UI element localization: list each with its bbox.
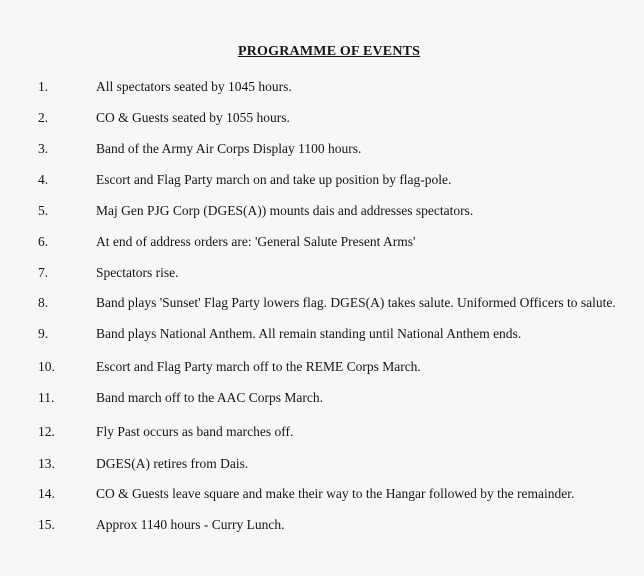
item-text: Maj Gen PJG Corp (DGES(A)) mounts dais and addresses spectators. bbox=[96, 203, 474, 218]
item-number: 4. bbox=[38, 172, 49, 187]
list-item bbox=[0, 203, 644, 223]
item-number: 9. bbox=[38, 326, 49, 341]
item-text: Approx 1140 hours - Curry Lunch. bbox=[96, 517, 285, 532]
item-text: Escort and Flag Party march off to the REME Corps March. bbox=[96, 359, 421, 374]
item-number: 11. bbox=[38, 390, 55, 405]
item-number: 5. bbox=[38, 203, 49, 218]
item-text: Spectators rise. bbox=[96, 265, 179, 280]
list-item bbox=[0, 234, 644, 254]
list-item bbox=[0, 424, 644, 444]
item-number: 12. bbox=[38, 424, 55, 439]
item-text: DGES(A) retires from Dais. bbox=[96, 456, 249, 471]
item-text: Band march off to the AAC Corps March. bbox=[96, 390, 323, 405]
list-item bbox=[0, 265, 644, 285]
item-number: 14. bbox=[38, 486, 55, 501]
list-item bbox=[0, 295, 644, 315]
list-item bbox=[0, 79, 644, 99]
document-title: PROGRAMME OF EVENTS bbox=[238, 44, 421, 59]
item-text: Fly Past occurs as band marches off. bbox=[96, 424, 294, 439]
item-text: CO & Guests leave square and make their way to the Hangar followed by the remainder. bbox=[96, 486, 575, 501]
list-item bbox=[0, 456, 644, 476]
list-item bbox=[0, 110, 644, 130]
item-number: 13. bbox=[38, 456, 55, 471]
list-item bbox=[0, 390, 644, 410]
item-text: CO & Guests seated by 1055 hours. bbox=[96, 110, 290, 125]
item-number: 15. bbox=[38, 517, 55, 532]
list-item bbox=[0, 141, 644, 161]
item-number: 3. bbox=[38, 141, 49, 156]
item-text: Escort and Flag Party march on and take up position by flag-pole. bbox=[96, 172, 452, 187]
item-text: Band of the Army Air Corps Display 1100 hours. bbox=[96, 141, 362, 156]
list-item bbox=[0, 486, 644, 506]
list-item bbox=[0, 326, 644, 346]
item-text: At end of address orders are: 'General Salute Present Arms' bbox=[96, 234, 416, 249]
list-item bbox=[0, 517, 644, 537]
item-number: 10. bbox=[38, 359, 55, 374]
item-text: Band plays 'Sunset' Flag Party lowers flag. DGES(A) takes salute. Uniformed Officers to salute. bbox=[96, 295, 616, 310]
list-item bbox=[0, 172, 644, 192]
list-item bbox=[0, 359, 644, 379]
item-number: 6. bbox=[38, 234, 49, 249]
item-text: Band plays National Anthem. All remain standing until National Anthem ends. bbox=[96, 326, 522, 341]
item-number: 8. bbox=[38, 295, 49, 310]
item-number: 2. bbox=[38, 110, 49, 125]
item-number: 7. bbox=[38, 265, 49, 280]
item-text: All spectators seated by 1045 hours. bbox=[96, 79, 292, 94]
item-number: 1. bbox=[38, 79, 49, 94]
